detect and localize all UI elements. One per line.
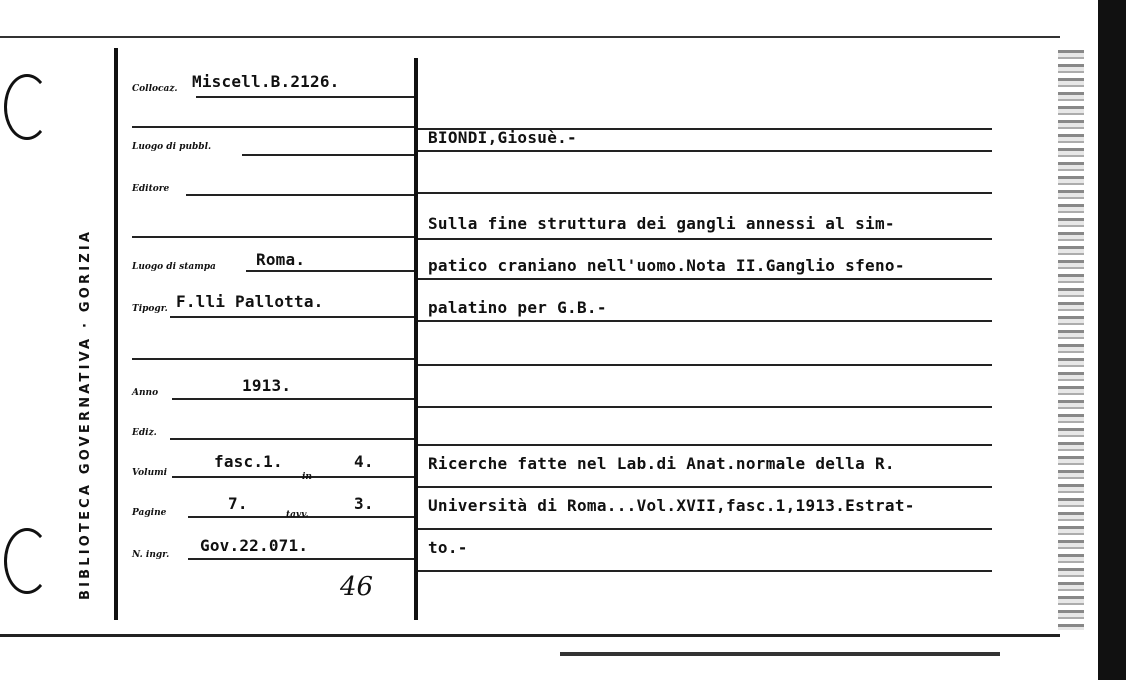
collocazione-value: Miscell.B.2126.	[192, 72, 340, 91]
note-line-3: to.-	[428, 538, 468, 557]
rule	[418, 320, 992, 322]
anno-value: 1913.	[242, 376, 292, 395]
luogo-stampa-value: Roma.	[256, 250, 306, 269]
rule	[418, 150, 992, 152]
editore-label: Editore	[132, 184, 170, 194]
rule	[172, 398, 414, 400]
rule	[132, 236, 414, 238]
rule	[418, 528, 992, 530]
right-scan-edge	[1098, 0, 1126, 680]
rule	[418, 486, 992, 488]
luogo-pubbl-label: Luogo di pubbl.	[132, 142, 212, 152]
rule	[132, 126, 414, 128]
rule	[170, 316, 414, 318]
anno-label: Anno	[132, 388, 159, 398]
bottom-border-line	[0, 634, 1060, 637]
title-line-3: palatino per G.B.-	[428, 298, 607, 317]
n-ingr-label: N. ingr.	[132, 550, 170, 560]
ediz-label: Ediz.	[132, 428, 157, 438]
volumi-label: Volumi	[132, 468, 168, 478]
rule	[418, 406, 992, 408]
rule	[418, 444, 992, 446]
rule	[418, 238, 992, 240]
tavole-label: tavv.	[286, 510, 309, 520]
rule	[170, 438, 414, 440]
note-line-2: Università di Roma...Vol.XVII,fasc.1,1913.Estrat-	[428, 496, 915, 515]
rule	[188, 558, 414, 560]
tavole-value: 3.	[354, 494, 374, 513]
rule	[132, 358, 414, 360]
rule	[246, 270, 414, 272]
pagine-value: 7.	[228, 494, 248, 513]
in-label: in	[302, 472, 312, 482]
tipogr-value: F.lli Pallotta.	[176, 292, 324, 311]
volumi-in-value: 4.	[354, 452, 374, 471]
rule	[418, 278, 992, 280]
note-line-1: Ricerche fatte nel Lab.di Anat.normale della R.	[428, 454, 895, 473]
bottom-border-line-2	[560, 652, 1000, 656]
rule	[196, 96, 414, 98]
rule	[242, 154, 414, 156]
handwritten-number: 46	[340, 572, 374, 602]
rule	[418, 570, 992, 572]
collocazione-label: Collocaz.	[132, 84, 178, 94]
top-border-line	[0, 36, 1060, 38]
library-name: BIBLIOTECA GOVERNATIVA · GORIZIA	[78, 228, 93, 600]
tipogr-label: Tipogr.	[132, 304, 168, 314]
title-line-2: patico craniano nell'uomo.Nota II.Ganglio sfeno-	[428, 256, 905, 275]
pagine-label: Pagine	[132, 508, 167, 518]
luogo-stampa-label: Luogo di stampa	[132, 262, 216, 272]
middle-column-rule	[414, 58, 418, 620]
rule	[186, 194, 414, 196]
title-line-1: Sulla fine struttura dei gangli annessi al sim-	[428, 214, 895, 233]
left-column-rule	[114, 48, 118, 620]
rule	[172, 476, 414, 478]
n-ingr-value: Gov.22.071.	[200, 536, 309, 555]
right-scan-edge-texture	[1058, 50, 1084, 630]
volumi-value: fasc.1.	[214, 452, 283, 471]
rule	[418, 364, 992, 366]
author: BIONDI,Giosuè.-	[428, 128, 577, 147]
punch-hole-bottom	[4, 528, 50, 594]
rule	[418, 192, 992, 194]
punch-hole-top	[4, 74, 50, 140]
